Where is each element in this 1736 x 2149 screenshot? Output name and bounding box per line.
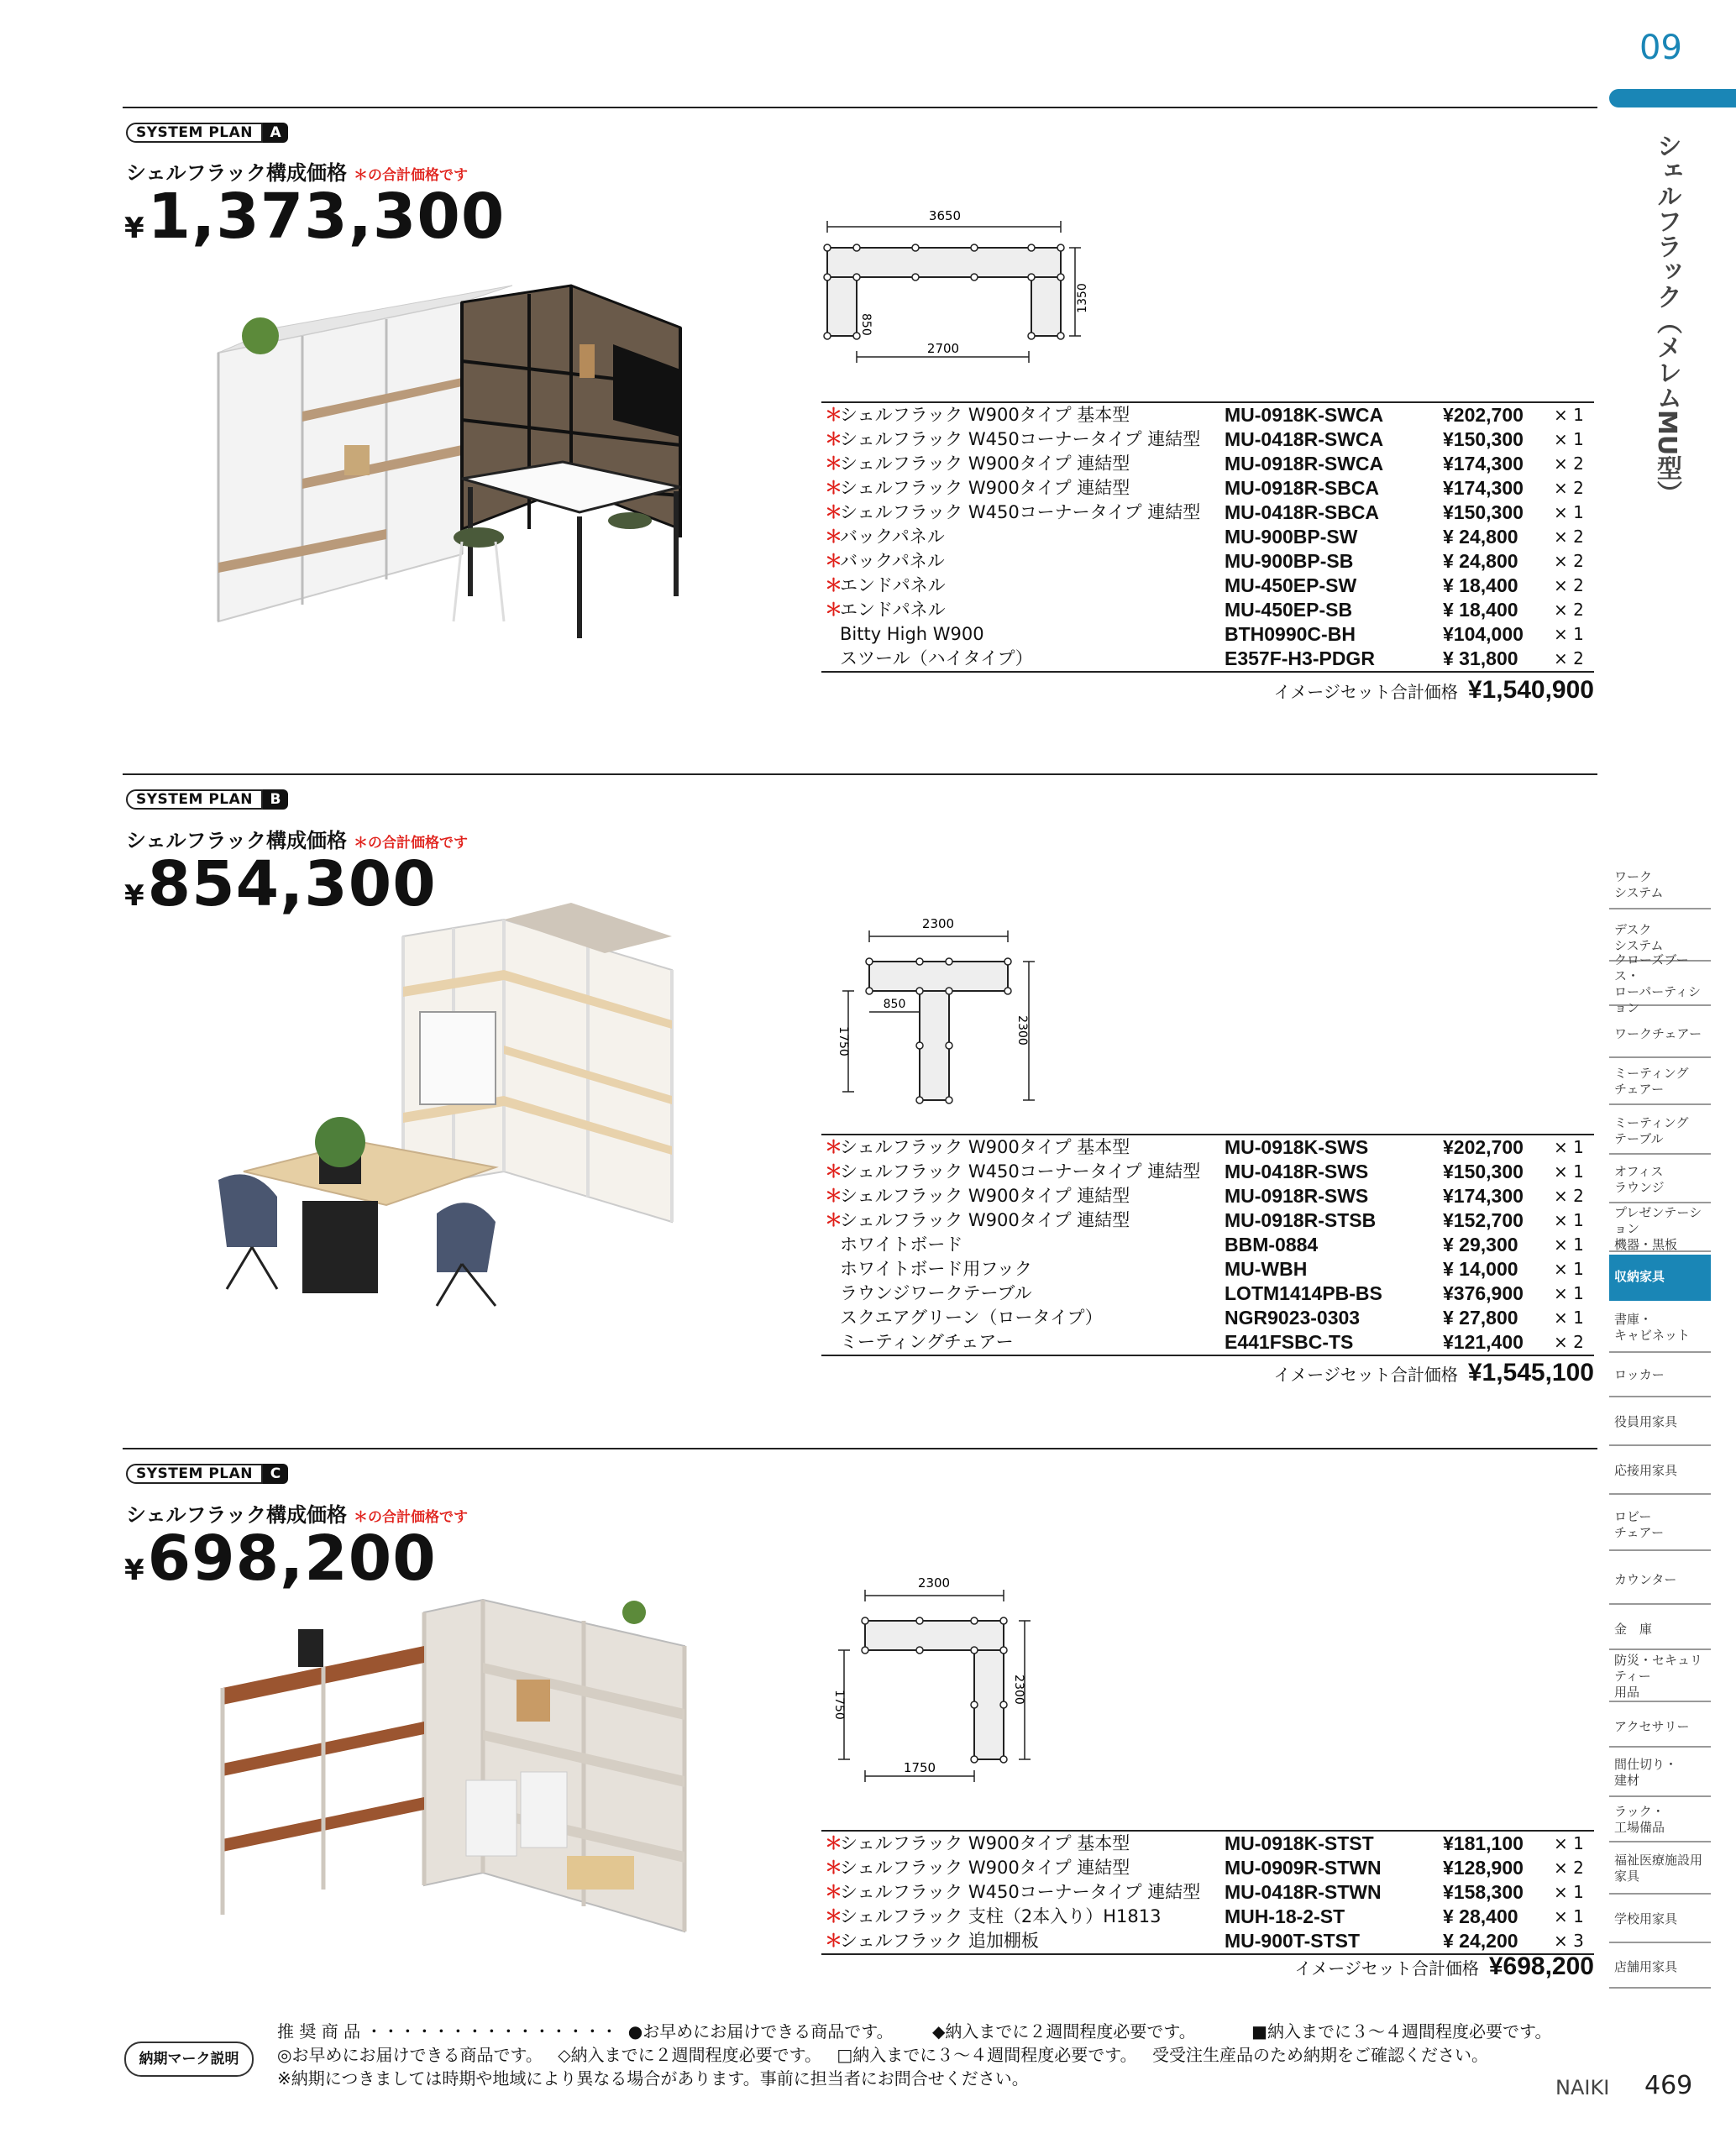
item-price: ¥121,400 [1443, 1331, 1524, 1353]
item-price: ¥150,300 [1443, 428, 1524, 450]
dim-inner: 2700 [926, 341, 960, 356]
item-code: MU-450EP-SW [1225, 574, 1357, 596]
item-price: ¥ 24,800 [1443, 526, 1518, 548]
system-plan-badge-a [126, 123, 288, 143]
item-star: ＊ [825, 478, 842, 498]
item-code: MU-0418R-SWS [1225, 1161, 1369, 1182]
item-row [821, 1208, 1594, 1233]
system-plan-badge-b [126, 789, 288, 810]
item-code: MU-450EP-SB [1225, 599, 1353, 621]
item-star: ＊ [825, 1210, 842, 1230]
table-bottom-line [821, 1355, 1594, 1356]
item-qty: × 2 [1554, 551, 1584, 571]
side-tab[interactable]: アクセサリー [1609, 1707, 1711, 1748]
side-tab[interactable]: デスク システム [1609, 915, 1711, 962]
item-qty: × 2 [1554, 1186, 1584, 1206]
item-price: ¥ 14,000 [1443, 1258, 1518, 1280]
side-tab[interactable]: ロビー チェアー [1609, 1501, 1711, 1551]
item-row [821, 1880, 1594, 1905]
legend-fast: ●お早めにお届けできる商品です。 [627, 2021, 894, 2042]
item-price: ¥152,700 [1443, 1209, 1524, 1231]
plan-c-items-table [821, 1830, 1594, 1955]
item-price: ¥104,000 [1443, 623, 1524, 645]
item-code: BTH0990C-BH [1225, 623, 1356, 645]
item-name: シェルフラック W900タイプ 連結型 [840, 478, 1130, 498]
dim-depth: 850 [859, 313, 873, 336]
side-tab[interactable]: オフィス ラウンジ [1609, 1157, 1711, 1203]
item-rows [821, 403, 1594, 671]
side-tab[interactable]: 店舗用家具 [1609, 1947, 1711, 1989]
item-code: LOTM1414PB-BS [1225, 1282, 1382, 1304]
item-price: ¥150,300 [1443, 1161, 1524, 1182]
plan-b-layout-diagram [819, 911, 1046, 1109]
item-code: MU-0918R-STSB [1225, 1209, 1377, 1231]
section-tab-marker [1609, 89, 1736, 107]
item-code: MU-0918R-SWS [1225, 1185, 1369, 1207]
dim-bottom: 1750 [903, 1760, 936, 1775]
item-row [821, 1856, 1594, 1880]
item-row [821, 1306, 1594, 1330]
item-row [821, 501, 1594, 525]
plan-a-photo [210, 277, 714, 697]
item-star: ＊ [825, 1161, 842, 1182]
plan-c-layout-diagram [819, 1570, 1046, 1785]
item-name: ミーティングチェアー [840, 1332, 1014, 1352]
item-qty: × 3 [1554, 1931, 1584, 1951]
item-price: ¥181,100 [1443, 1832, 1524, 1854]
item-row [821, 574, 1594, 598]
total-label: イメージセット合計価格 [1294, 1958, 1479, 1979]
item-price: ¥150,300 [1443, 501, 1524, 523]
item-qty: × 1 [1554, 1210, 1584, 1230]
item-name: スクエアグリーン（ロータイプ） [840, 1308, 1103, 1328]
item-code: E357F-H3-PDGR [1225, 647, 1375, 669]
item-price: ¥128,900 [1443, 1857, 1524, 1879]
plan-a-items-table [821, 401, 1594, 673]
yen-mark: ¥ [124, 1554, 144, 1587]
item-row [821, 1184, 1594, 1208]
price-value: 698,200 [147, 1523, 437, 1595]
item-qty: × 1 [1554, 1137, 1584, 1157]
item-qty: × 1 [1554, 1161, 1584, 1182]
item-qty: × 1 [1554, 624, 1584, 644]
item-row [821, 403, 1594, 427]
item-name: シェルフラック W450コーナータイプ 連結型 [840, 1161, 1201, 1182]
item-qty: × 1 [1554, 405, 1584, 425]
item-row [821, 647, 1594, 671]
item-name: バックパネル [840, 527, 945, 547]
item-star: ＊ [825, 1833, 842, 1853]
item-rows [821, 1135, 1594, 1355]
item-qty: × 2 [1554, 527, 1584, 547]
item-star: ＊ [825, 502, 842, 522]
legend-fast-2: ◎お早めにお届けできる商品です。 [277, 2045, 543, 2065]
dim-width: 2300 [917, 1575, 951, 1591]
item-star: ＊ [825, 429, 842, 449]
item-price: ¥174,300 [1443, 477, 1524, 499]
heading-note: ＊の合計価格です [354, 1509, 469, 1526]
dim-left: 1750 [832, 1690, 846, 1720]
legend-2weeks: ◆納入までに２週間程度必要です。 [932, 2021, 1196, 2042]
table-bottom-line [821, 671, 1594, 673]
item-row [821, 1330, 1594, 1355]
item-code: E441FSBC-TS [1225, 1331, 1354, 1353]
item-row [821, 622, 1594, 647]
item-row [821, 1929, 1594, 1953]
item-price: ¥ 31,800 [1443, 647, 1518, 669]
item-name: エンドパネル [840, 575, 946, 595]
side-tab[interactable]: ワークチェアー [1609, 1012, 1711, 1058]
item-price: ¥ 24,200 [1443, 1930, 1518, 1952]
side-tab[interactable]: ロッカー [1609, 1355, 1711, 1397]
item-name: シェルフラック W900タイプ 連結型 [840, 1858, 1130, 1878]
side-tab[interactable]: 書庫・ キャビネット [1609, 1304, 1711, 1353]
item-row [821, 1160, 1594, 1184]
dim-height: 1350 [1076, 283, 1089, 313]
side-tab[interactable]: ミーティング チェアー [1609, 1059, 1711, 1105]
side-tab[interactable]: 防災・セキュリティー 用品 [1609, 1652, 1711, 1702]
item-qty: × 2 [1554, 600, 1584, 620]
item-code: MU-0418R-SWCA [1225, 428, 1384, 450]
total-label: イメージセット合計価格 [1273, 1365, 1458, 1385]
plan-c-price [124, 1523, 437, 1595]
item-price: ¥ 18,400 [1443, 599, 1518, 621]
plan-b-items-table [821, 1134, 1594, 1356]
item-qty: × 2 [1554, 478, 1584, 498]
item-qty: × 2 [1554, 648, 1584, 668]
item-qty: × 1 [1554, 1283, 1584, 1303]
item-star: ＊ [825, 1186, 842, 1206]
legend-3-4weeks: ■納入までに３～４週間程度必要です。 [1251, 2021, 1552, 2042]
item-star: ＊ [825, 600, 842, 620]
item-row [821, 1905, 1594, 1929]
legend-order: 受受注生産品のため納期をご確認ください。 [1152, 2045, 1489, 2065]
item-code: MU-0418R-STWN [1225, 1881, 1382, 1903]
badge-letter: A [263, 123, 288, 143]
item-code: MU-0918K-STST [1225, 1832, 1374, 1854]
side-tab[interactable]: 金 庫 [1609, 1610, 1711, 1650]
footer-line-1 [277, 2018, 1551, 2042]
item-code: MU-0418R-SBCA [1225, 501, 1380, 523]
item-star: ＊ [825, 1931, 842, 1951]
side-tab[interactable]: ワーク システム [1609, 862, 1711, 909]
item-price: ¥174,300 [1443, 1185, 1524, 1207]
dim-right: 2300 [1015, 1015, 1029, 1046]
item-name: スツール（ハイタイプ） [840, 648, 1033, 668]
item-qty: × 1 [1554, 1234, 1584, 1255]
item-row [821, 549, 1594, 574]
item-code: MU-900BP-SB [1225, 550, 1354, 572]
side-tab[interactable]: カウンター [1609, 1556, 1711, 1605]
item-code: MU-0918K-SWS [1225, 1136, 1369, 1158]
section-number: 09 [1639, 29, 1682, 67]
item-star: ＊ [825, 453, 842, 474]
badge-letter: B [263, 789, 288, 810]
item-name: シェルフラック 追加棚板 [840, 1931, 1039, 1951]
badge-label: SYSTEM PLAN [126, 123, 263, 143]
item-star: ＊ [825, 1137, 842, 1157]
side-tab[interactable]: ラック・ 工場備品 [1609, 1798, 1711, 1842]
item-name: エンドパネル [840, 600, 946, 620]
item-name: シェルフラック 支柱（2本入り）H1813 [840, 1906, 1162, 1926]
yen-mark: ¥ [124, 879, 144, 913]
side-tab[interactable]: 学校用家具 [1609, 1897, 1711, 1943]
dim-width: 3650 [928, 208, 962, 223]
item-name: シェルフラック W450コーナータイプ 連結型 [840, 429, 1201, 449]
item-code: MU-0909R-STWN [1225, 1857, 1382, 1879]
item-code: MU-0918R-SWCA [1225, 453, 1384, 474]
price-value: 854,300 [147, 848, 437, 920]
item-price: ¥202,700 [1443, 404, 1524, 426]
system-plan-badge-c [126, 1464, 288, 1484]
item-code: MU-0918R-SBCA [1225, 477, 1380, 499]
item-qty: × 2 [1554, 1858, 1584, 1878]
item-name: シェルフラック W450コーナータイプ 連結型 [840, 1882, 1201, 1902]
item-price: ¥174,300 [1443, 453, 1524, 474]
item-price: ¥158,300 [1443, 1881, 1524, 1903]
item-qty: × 1 [1554, 1833, 1584, 1853]
heading-note: ＊の合計価格です [354, 835, 469, 852]
side-tab[interactable]: クローズブース・ ローパーティション [1609, 964, 1711, 1006]
item-star: ＊ [825, 575, 842, 595]
item-star: ＊ [825, 527, 842, 547]
legend-2weeks-2: ◇納入までに２週間程度必要です。 [558, 2045, 821, 2065]
footer-legend-badge: 納期マーク説明 [124, 2042, 254, 2077]
dim-left: 1750 [837, 1026, 850, 1056]
side-tab[interactable]: プレゼンテーション 機器・黒板 [1609, 1207, 1711, 1252]
plan-c-photo [214, 1596, 693, 1982]
item-row [821, 1257, 1594, 1282]
page-number: 469 [1644, 2071, 1693, 2100]
item-code: NGR9023-0303 [1225, 1307, 1361, 1329]
item-row [821, 452, 1594, 476]
item-star: ＊ [825, 1858, 842, 1878]
item-name: シェルフラック W900タイプ 連結型 [840, 453, 1130, 474]
side-tab[interactable]: 福祉医療施設用 家具 [1609, 1844, 1711, 1895]
item-qty: × 1 [1554, 502, 1584, 522]
plan-a-price [124, 181, 505, 253]
heading-note: ＊の合計価格です [354, 167, 469, 184]
badge-label: SYSTEM PLAN [126, 1464, 263, 1484]
item-row [821, 598, 1594, 622]
dim-depth: 850 [883, 998, 906, 1011]
item-name: ホワイトボード用フック [840, 1259, 1032, 1279]
item-name: シェルフラック W900タイプ 基本型 [840, 1137, 1130, 1157]
item-qty: × 2 [1554, 575, 1584, 595]
heading-text: シェルフラック構成価格 [126, 1503, 348, 1527]
item-price: ¥ 29,300 [1443, 1234, 1518, 1255]
brand-name: NAIKI [1555, 2076, 1610, 2099]
item-row [821, 525, 1594, 549]
section-rule-b [123, 773, 1597, 775]
plan-b-photo [185, 903, 689, 1373]
item-name: バックパネル [840, 551, 945, 571]
item-name: ホワイトボード [840, 1234, 963, 1255]
item-row [821, 476, 1594, 501]
item-price: ¥202,700 [1443, 1136, 1524, 1158]
item-code: BBM-0884 [1225, 1234, 1319, 1255]
dim-width: 2300 [921, 916, 955, 931]
price-value: 1,373,300 [147, 181, 506, 253]
item-star: ＊ [825, 1882, 842, 1902]
item-star: ＊ [825, 1906, 842, 1926]
item-name: シェルフラック W900タイプ 基本型 [840, 1833, 1130, 1853]
item-name: シェルフラック W900タイプ 連結型 [840, 1186, 1130, 1206]
plan-c-total [1294, 1952, 1594, 1981]
item-qty: × 2 [1554, 453, 1584, 474]
item-qty: × 1 [1554, 1308, 1584, 1328]
item-qty: × 1 [1554, 1882, 1584, 1902]
item-star: ＊ [825, 405, 842, 425]
dim-right: 2300 [1012, 1675, 1025, 1705]
item-price: ¥376,900 [1443, 1282, 1524, 1304]
item-qty: × 1 [1554, 1906, 1584, 1926]
item-qty: × 1 [1554, 429, 1584, 449]
item-price: ¥ 18,400 [1443, 574, 1518, 596]
item-row [821, 1233, 1594, 1257]
legend-3-4weeks-2: □納入までに３～４週間程度必要です。 [837, 2045, 1137, 2065]
badge-label: SYSTEM PLAN [126, 789, 263, 810]
heading-text: シェルフラック構成価格 [126, 829, 348, 852]
side-tab[interactable]: 収納家具 [1609, 1255, 1711, 1301]
total-label: イメージセット合計価格 [1273, 682, 1458, 702]
side-tab[interactable]: ミーティング テーブル [1609, 1109, 1711, 1155]
item-price: ¥ 24,800 [1443, 550, 1518, 572]
item-price: ¥ 27,800 [1443, 1307, 1518, 1329]
plan-a-total [1273, 676, 1594, 705]
item-name: シェルフラック W450コーナータイプ 連結型 [840, 502, 1201, 522]
side-title: シェルフラック（メレムMU型） [1652, 133, 1681, 506]
side-tab[interactable]: 間仕切り・ 建材 [1609, 1749, 1711, 1797]
section-rule-c [123, 1448, 1597, 1449]
item-rows [821, 1832, 1594, 1953]
plan-b-total [1273, 1359, 1594, 1387]
item-name: シェルフラック W900タイプ 基本型 [840, 405, 1130, 425]
footer-line-3: ※納期につきましては時期や地域により異なる場合があります。事前に担当者にお問合せください。 [277, 2068, 1029, 2089]
yen-mark: ¥ [124, 212, 144, 245]
item-star: ＊ [825, 551, 842, 571]
item-code: MU-WBH [1225, 1258, 1308, 1280]
item-name: シェルフラック W900タイプ 連結型 [840, 1210, 1130, 1230]
total-value: ¥1,545,100 [1467, 1359, 1594, 1386]
item-row [821, 1282, 1594, 1306]
side-tab[interactable]: 応接用家具 [1609, 1449, 1711, 1495]
item-price: ¥ 28,400 [1443, 1905, 1518, 1927]
plan-a-layout-diagram [819, 206, 1104, 370]
item-name: Bitty High W900 [840, 624, 984, 644]
item-code: MUH-18-2-ST [1225, 1905, 1345, 1927]
section-rule-a [123, 107, 1597, 108]
heading-text: シェルフラック構成価格 [126, 161, 348, 185]
item-qty: × 2 [1554, 1332, 1584, 1352]
footer-line-2 [277, 2042, 1488, 2066]
item-row [821, 1135, 1594, 1160]
total-value: ¥1,540,900 [1467, 676, 1594, 704]
legend-recommended: 推 奨 商 品 ・・・・・・・・・・・・・・・ [277, 2021, 618, 2042]
item-code: MU-900BP-SW [1225, 526, 1358, 548]
total-value: ¥698,200 [1488, 1952, 1594, 1980]
badge-letter: C [263, 1464, 288, 1484]
item-code: MU-900T-STST [1225, 1930, 1361, 1952]
item-code: MU-0918K-SWCA [1225, 404, 1384, 426]
side-tab[interactable]: 役員用家具 [1609, 1400, 1711, 1446]
item-name: ラウンジワークテーブル [840, 1283, 1032, 1303]
item-qty: × 1 [1554, 1259, 1584, 1279]
item-row [821, 1832, 1594, 1856]
item-row [821, 427, 1594, 452]
